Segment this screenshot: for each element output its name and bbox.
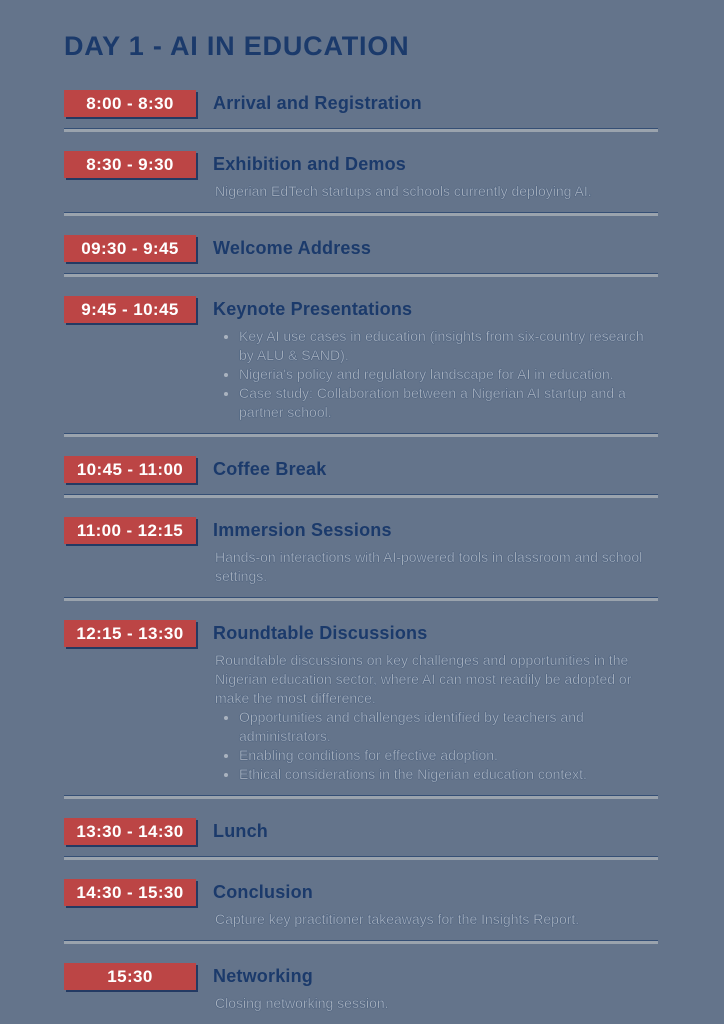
session-body [215,182,660,201]
agenda-session [64,879,658,944]
session-title: Conclusion [213,882,313,902]
time-badge: 14:30 - 15:30 [64,879,196,906]
agenda-list [64,90,658,1013]
session-header [64,517,658,544]
agenda-session [64,296,658,437]
session-title: Exhibition and Demos [213,154,407,174]
session-title: Arrival and Registration [213,93,422,113]
time-badge: 10:45 - 11:00 [64,456,196,483]
session-header [64,620,658,647]
session-body [215,327,660,422]
session-description: Roundtable discussions on key challenges and opportunities in the Nigerian education sector, where AI can most readily be adopted or make the most difference. [215,652,632,706]
section-divider [64,128,658,132]
time-badge: 12:15 - 13:30 [64,620,196,647]
session-body [215,548,660,586]
session-description: Capture key practitioner takeaways for the Insights Report. [215,911,580,927]
session-bullet: • Key AI use cases in education (insights from six-country research by ALU & SAND). [239,327,660,365]
page-title: DAY 1 - AI IN EDUCATION [64,31,410,61]
session-header [64,879,658,906]
time-badge: 09:30 - 9:45 [64,235,196,262]
session-header [64,235,658,262]
agenda-session [64,235,658,277]
session-title: Roundtable Discussions [213,623,428,643]
session-header [64,151,658,178]
session-body [215,910,660,929]
section-divider [64,212,658,216]
session-header [64,456,658,483]
session-description: Closing networking session. [215,995,389,1011]
section-divider [64,597,658,601]
session-header [64,90,658,117]
session-title: Coffee Break [213,459,327,479]
section-divider [64,433,658,437]
time-badge: 8:00 - 8:30 [64,90,196,117]
agenda-session [64,517,658,601]
section-divider [64,940,658,944]
session-bullet: • Enabling conditions for effective adoption. [239,746,660,765]
session-header [64,963,658,990]
agenda-session [64,620,658,799]
agenda-session [64,818,658,860]
time-badge: 8:30 - 9:30 [64,151,196,178]
session-title: Networking [213,966,314,986]
section-divider [64,856,658,860]
section-divider [64,273,658,277]
agenda-session [64,90,658,132]
agenda-session [64,456,658,498]
session-description: Nigerian EdTech startups and schools currently deploying AI. [215,183,592,199]
agenda-session [64,963,658,1013]
time-badge: 9:45 - 10:45 [64,296,196,323]
session-bullet: • Nigeria's policy and regulatory landscape for AI in education. [239,365,660,384]
session-bullet-list [215,708,660,784]
session-title: Immersion Sessions [213,520,392,540]
time-badge: 15:30 [64,963,196,990]
session-title: Lunch [213,821,268,841]
time-badge: 13:30 - 14:30 [64,818,196,845]
session-header [64,818,658,845]
section-divider [64,795,658,799]
session-bullet: • Case study: Collaboration between a Nigerian AI startup and a partner school. [239,384,660,422]
session-header [64,296,658,323]
session-bullet-list [215,327,660,422]
session-title: Keynote Presentations [213,299,413,319]
session-description: Hands-on interactions with AI-powered tools in classroom and school settings. [215,549,643,584]
agenda-session [64,151,658,216]
session-title: Welcome Address [213,238,372,258]
session-body [215,994,660,1013]
time-badge: 11:00 - 12:15 [64,517,196,544]
session-bullet: • Opportunities and challenges identified by teachers and administrators. [239,708,660,746]
session-body [215,651,660,784]
session-bullet: • Ethical considerations in the Nigerian education context. [239,765,660,784]
section-divider [64,494,658,498]
